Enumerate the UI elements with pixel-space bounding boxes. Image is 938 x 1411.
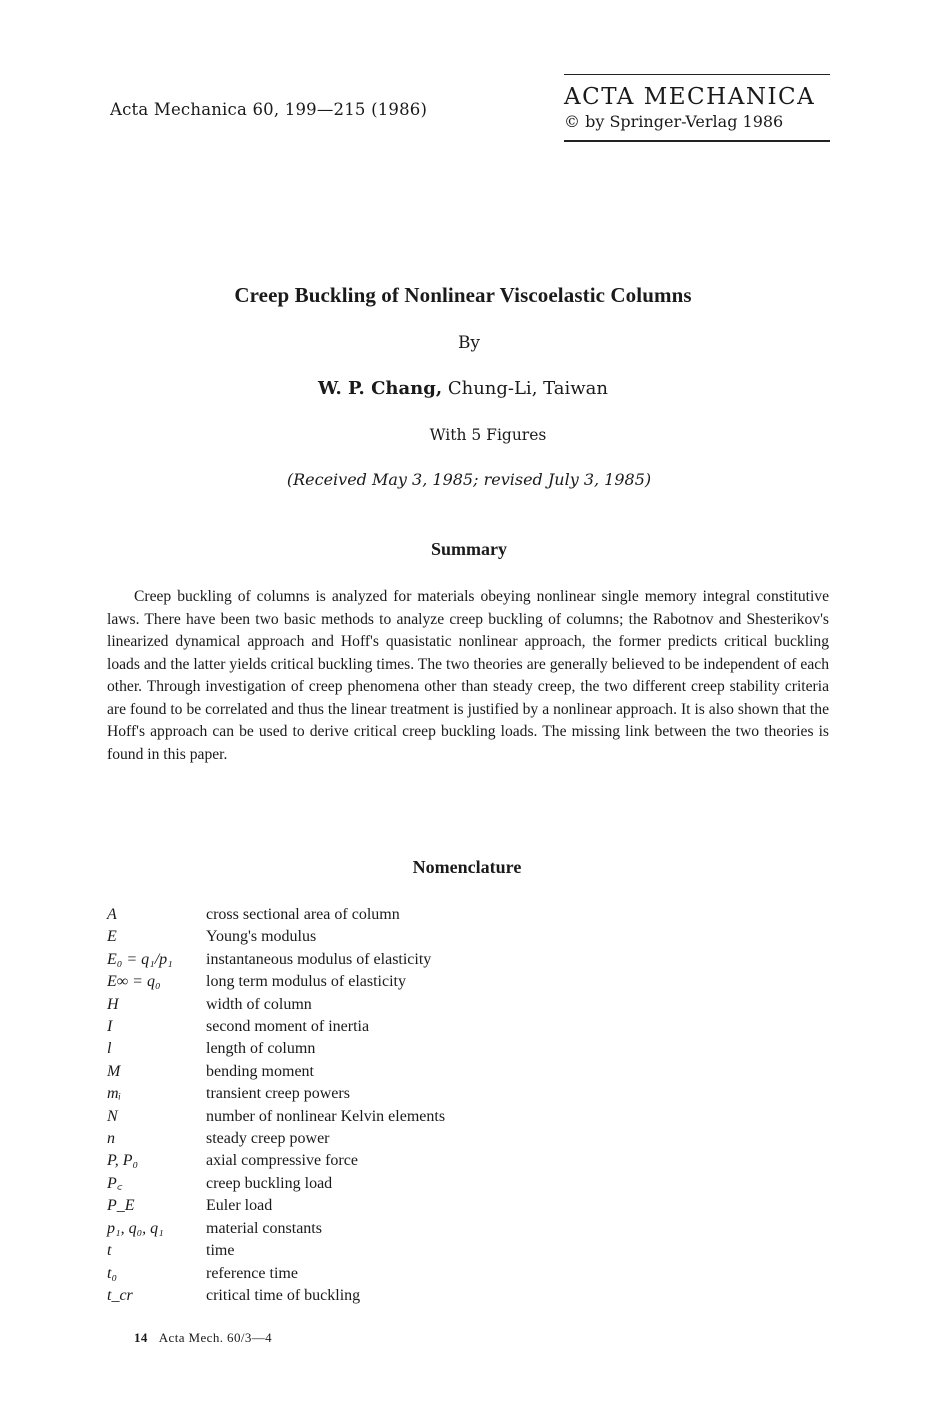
nomenclature-symbol: l bbox=[107, 1040, 112, 1058]
author-location: Chung-Li, Taiwan bbox=[447, 378, 608, 399]
nomenclature-row bbox=[107, 1061, 445, 1083]
nomenclature-definition: material constants bbox=[206, 1219, 322, 1237]
nomenclature-symbol: n bbox=[107, 1130, 115, 1148]
author-line bbox=[0, 378, 926, 399]
journal-issue: Acta Mech. 60/3—4 bbox=[158, 1330, 273, 1345]
nomenclature-symbol: E bbox=[107, 928, 117, 946]
received-dates: (Received May 3, 1985; revised July 3, 1985) bbox=[286, 470, 652, 489]
nomenclature-definition: transient creep powers bbox=[206, 1085, 350, 1103]
nomenclature-definition: cross sectional area of column bbox=[206, 906, 400, 923]
journal-name: ACTA MECHANICA bbox=[564, 84, 816, 110]
nomenclature-row bbox=[107, 1173, 445, 1195]
nomenclature-symbol: t bbox=[107, 1242, 112, 1260]
by-line: By bbox=[457, 333, 481, 353]
nomenclature-symbol: E₀ = q₁/p₁ bbox=[107, 950, 173, 968]
nomenclature-symbol: I bbox=[107, 1018, 113, 1036]
nomenclature-definition: steady creep power bbox=[206, 1130, 330, 1148]
nomenclature-definition: length of column bbox=[206, 1040, 316, 1058]
nomenclature-definition: second moment of inertia bbox=[206, 1018, 370, 1036]
nomenclature-definition: bending moment bbox=[206, 1062, 314, 1080]
nomenclature-heading: Nomenclature bbox=[412, 857, 522, 877]
nomenclature-symbol: M bbox=[107, 1062, 121, 1080]
nomenclature-definition: reference time bbox=[206, 1264, 298, 1282]
nomenclature-definition: long term modulus of elasticity bbox=[206, 973, 406, 991]
journal-masthead bbox=[564, 74, 830, 142]
nomenclature-row bbox=[107, 971, 445, 993]
author-name: W. P. Chang, bbox=[318, 378, 443, 399]
nomenclature-symbol: t₀ bbox=[107, 1264, 118, 1282]
nomenclature-symbol: N bbox=[107, 1107, 118, 1125]
nomenclature-symbol: mᵢ bbox=[107, 1085, 122, 1103]
nomenclature-row bbox=[107, 949, 445, 971]
nomenclature-row bbox=[107, 1150, 445, 1172]
summary-heading: Summary bbox=[431, 539, 507, 559]
nomenclature-symbol: E∞ = q₀ bbox=[107, 973, 161, 991]
nomenclature-row bbox=[107, 926, 445, 948]
summary-text: Creep buckling of columns is analyzed for materials obeying nonlinear single memory integral constitutive laws. There have been two basic methods to analyze creep buckling of columns; the Rabotnov and Shesterikov's linearized dynamical approach and Hoff's quasistatic nonlinear approach, the former predicts critical buckling loads and the latter yields critical buckling times. The two theories are generally believed to be independent of each other. Through investigation of creep phenomena other than steady creep, the two different creep stability criteria are found to be correlated and thus the linear treatment is justified by a nonlinear approach. It is also shown that the Hoff's approach can be used to derive critical creep buckling loads. The missing link between the two theories is found in this paper. bbox=[107, 588, 829, 763]
nomenclature-symbol: p₁, q₀, q₁ bbox=[107, 1219, 164, 1237]
nomenclature-definition: width of column bbox=[206, 995, 312, 1013]
nomenclature-definition: creep buckling load bbox=[206, 1174, 333, 1192]
nomenclature-row bbox=[107, 1083, 445, 1105]
nomenclature-row bbox=[107, 994, 445, 1016]
nomenclature-row bbox=[107, 1263, 445, 1285]
page-footer bbox=[134, 1330, 272, 1346]
nomenclature-definition: Euler load bbox=[206, 1197, 273, 1215]
nomenclature-definition: axial compressive force bbox=[206, 1152, 358, 1170]
nomenclature-row bbox=[107, 1106, 445, 1128]
page-number: 14 bbox=[134, 1330, 148, 1345]
copyright-line: © by Springer-Verlag 1986 bbox=[564, 112, 784, 131]
nomenclature-definition: Young's modulus bbox=[206, 928, 317, 946]
nomenclature-definition: time bbox=[206, 1242, 235, 1260]
nomenclature-table bbox=[107, 904, 445, 1307]
nomenclature-row bbox=[107, 1218, 445, 1240]
nomenclature-row bbox=[107, 1285, 445, 1307]
figures-note: With 5 Figures bbox=[429, 426, 547, 444]
nomenclature-row bbox=[107, 1128, 445, 1150]
nomenclature-symbol: P_E bbox=[107, 1197, 135, 1215]
nomenclature-symbol: P꜀ bbox=[107, 1174, 123, 1192]
nomenclature-symbol: t_cr bbox=[107, 1286, 133, 1304]
nomenclature-row bbox=[107, 1240, 445, 1262]
nomenclature-symbol: P, P₀ bbox=[107, 1152, 139, 1170]
nomenclature-row bbox=[107, 1038, 445, 1060]
nomenclature-row bbox=[107, 1016, 445, 1038]
nomenclature-definition: number of nonlinear Kelvin elements bbox=[206, 1107, 446, 1125]
nomenclature-symbol: A bbox=[107, 906, 117, 923]
nomenclature-row bbox=[107, 904, 445, 926]
paper-title: Creep Buckling of Nonlinear Viscoelastic Columns bbox=[234, 283, 692, 307]
nomenclature-definition: critical time of buckling bbox=[206, 1286, 361, 1304]
nomenclature-symbol: H bbox=[107, 995, 119, 1013]
citation: Acta Mechanica 60, 199—215 (1986) bbox=[110, 100, 428, 119]
nomenclature-row bbox=[107, 1195, 445, 1217]
nomenclature-definition: instantaneous modulus of elasticity bbox=[206, 950, 432, 968]
